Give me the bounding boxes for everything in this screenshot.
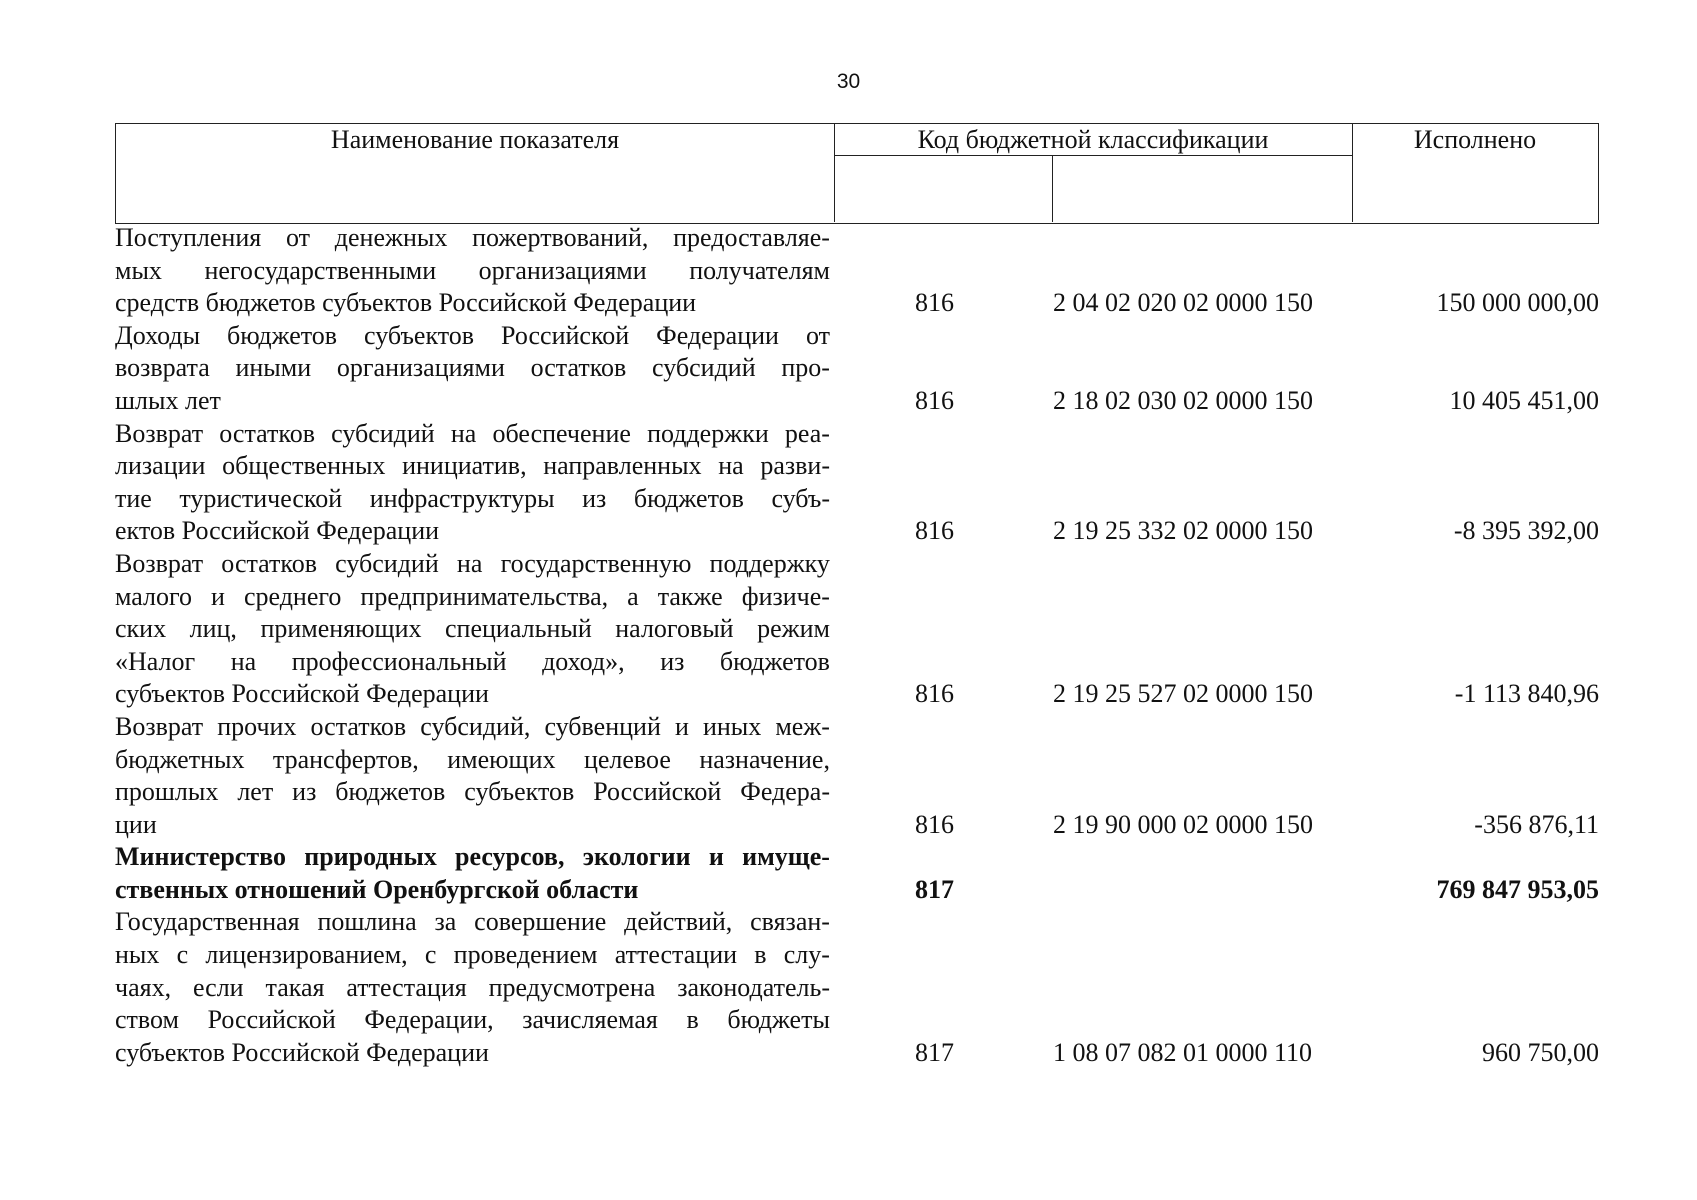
table-body <box>115 222 1599 1069</box>
row-name-line: Поступления от денежных пожертвований, предоставляе- <box>115 223 830 252</box>
row-name-line: ных с лицензированием, с проведением аттестации в слу- <box>115 940 830 970</box>
row-name-line: Возврат остатков субсидий на обеспечение поддержки реа- <box>115 418 830 448</box>
row-admin-code: 816 <box>915 385 954 415</box>
row-amount: -8 395 392,00 <box>1453 516 1599 546</box>
row-admin-code: 816 <box>915 679 954 709</box>
row-kbk-code: 2 04 02 020 02 0000 150 <box>1053 288 1313 318</box>
row-name-line: Государственная пошлина за совершение действий, связан- <box>115 907 830 937</box>
row-admin-code: 816 <box>915 288 954 318</box>
row-name-line: бюджетных трансфертов, имеющих целевое назначение, <box>115 744 830 774</box>
table-row <box>115 320 1599 418</box>
table-row <box>115 841 1599 906</box>
row-indicator-name <box>115 711 830 841</box>
header-col-executed: Исполнено <box>1413 125 1537 154</box>
row-name-line: прошлых лет из бюджетов субъектов Российской Федера- <box>115 777 830 807</box>
row-name-line: субъектов Российской Федерации <box>115 679 489 709</box>
header-col-kbk: Код бюджетной классификации <box>917 125 1269 154</box>
row-name-line: лизации общественных инициатив, направленных на разви- <box>115 451 830 481</box>
row-indicator-name <box>115 320 830 418</box>
row-name-line: шлых лет <box>115 385 221 415</box>
row-amount: 769 847 953,05 <box>1436 874 1599 904</box>
row-name-line: Министерство природных ресурсов, экологии и имуще- <box>115 842 830 872</box>
row-name-line: чаях, если такая аттестация предусмотрена законодатель- <box>115 972 830 1002</box>
row-name-line: тие туристической инфраструктуры из бюджетов субъ- <box>115 483 830 513</box>
row-admin-code: 817 <box>915 874 954 904</box>
page-number: 30 <box>836 70 861 93</box>
row-kbk-code: 2 19 25 332 02 0000 150 <box>1053 516 1313 546</box>
row-admin-code: 817 <box>915 1037 954 1067</box>
row-name-line: возврата иными организациями остатков субсидий про- <box>115 353 830 383</box>
row-indicator-name <box>115 418 830 548</box>
header-subrow-line <box>834 155 1352 156</box>
row-amount: 150 000 000,00 <box>1436 288 1599 318</box>
table-row <box>115 711 1599 841</box>
row-name-line: ектов Российской Федерации <box>115 516 440 546</box>
table-row <box>115 418 1599 548</box>
row-name-line: средств бюджетов субъектов Российской Федерации <box>115 288 697 318</box>
row-kbk-code: 2 19 90 000 02 0000 150 <box>1053 809 1313 839</box>
row-kbk-code: 2 18 02 030 02 0000 150 <box>1053 385 1313 415</box>
row-name-line: ственных отношений Оренбургской области <box>115 874 639 904</box>
row-name-line: субъектов Российской Федерации <box>115 1037 489 1067</box>
row-name-line: «Налог на профессиональный доход», из бюджетов <box>115 646 830 676</box>
row-kbk-code: 1 08 07 082 01 0000 110 <box>1053 1037 1313 1067</box>
row-name-line: Доходы бюджетов субъектов Российской Федерации от <box>115 320 830 350</box>
row-admin-code: 816 <box>915 809 954 839</box>
row-name-line: ции <box>115 809 157 839</box>
row-name-line: ских лиц, применяющих специальный налоговый режим <box>115 614 830 644</box>
row-indicator-name <box>115 548 830 711</box>
table-row <box>115 222 1599 320</box>
row-name-line: малого и среднего предпринимательства, а также физиче- <box>115 581 830 611</box>
row-admin-code: 816 <box>915 516 954 546</box>
table-row <box>115 548 1599 711</box>
row-amount: 960 750,00 <box>1482 1037 1599 1067</box>
row-amount: -356 876,11 <box>1474 809 1599 839</box>
row-name-line: мых негосударственными организациями получателям <box>115 255 830 285</box>
row-indicator-name <box>115 222 830 320</box>
row-amount: -1 113 840,96 <box>1454 679 1599 709</box>
row-indicator-name <box>115 906 830 1069</box>
row-indicator-name <box>115 841 830 906</box>
row-kbk-code: 2 19 25 527 02 0000 150 <box>1053 679 1313 709</box>
row-name-line: Возврат прочих остатков субсидий, субвенций и иных меж- <box>115 711 830 741</box>
header-col-name: Наименование показателя <box>330 125 620 154</box>
row-amount: 10 405 451,00 <box>1449 385 1599 415</box>
table-row <box>115 906 1599 1069</box>
table-header <box>115 123 1599 224</box>
header-divider-kbk-sub <box>1052 155 1053 222</box>
row-name-line: Возврат остатков субсидий на государственную поддержку <box>115 548 830 578</box>
row-name-line: ством Российской Федерации, зачисляемая в бюджеты <box>115 1005 830 1035</box>
